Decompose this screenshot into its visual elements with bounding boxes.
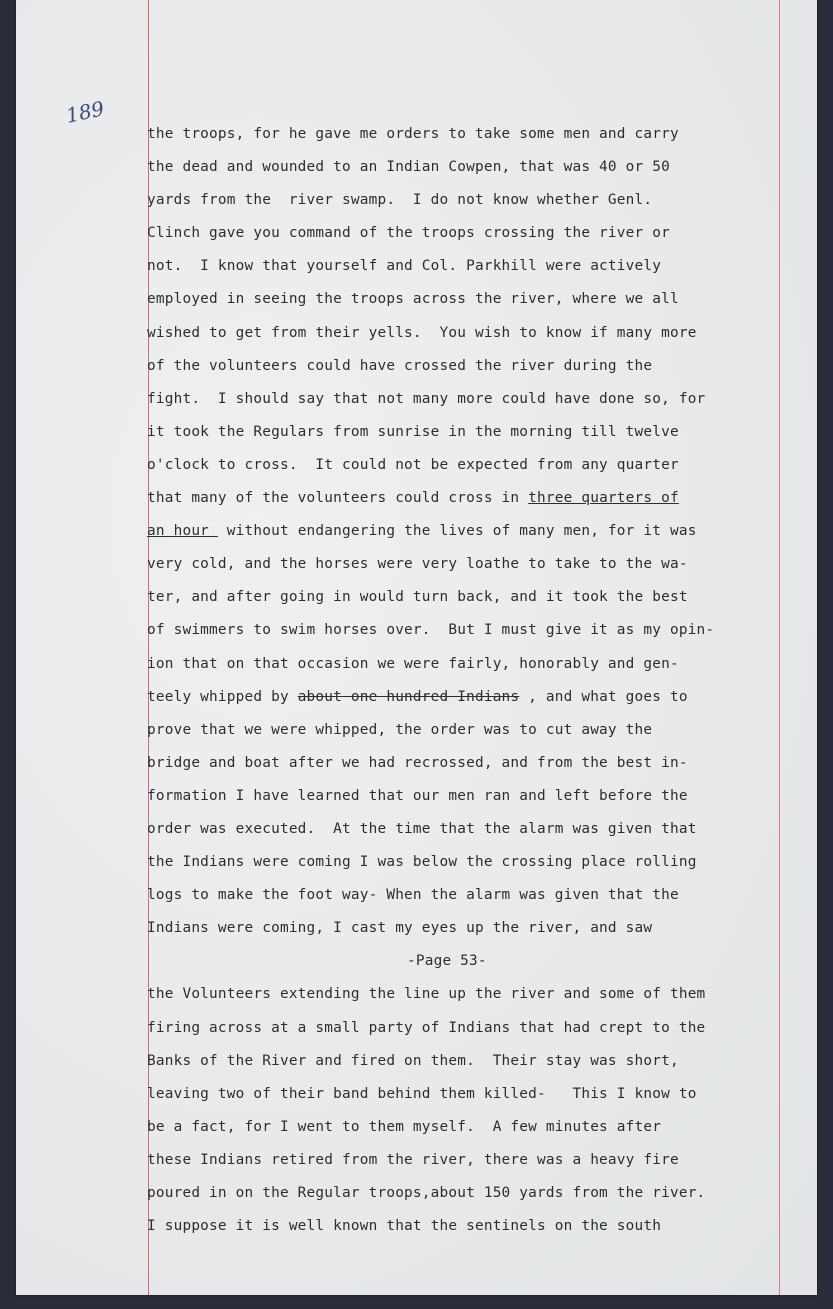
text-line: leaving two of their band behind them killed- This I know to <box>147 1085 697 1102</box>
text-line: the troops, for he gave me orders to take some men and carry <box>147 126 679 142</box>
text-line: teely whipped by about one hundred Indians , and what goes to <box>147 688 688 705</box>
text-line: these Indians retired from the river, there was a heavy fire <box>147 1151 679 1168</box>
text-block-top <box>147 118 807 482</box>
text-block-bottom <box>147 714 807 946</box>
text-line: not. I know that yourself and Col. Parkhill were actively <box>147 258 662 275</box>
text-line: of swimmers to swim horses over. But I must give it as my opin- <box>147 622 715 639</box>
text-line: Clinch gave you command of the troops crossing the river or <box>147 225 670 242</box>
text-line: firing across at a small party of Indians that had crept to the <box>147 1019 706 1036</box>
text-line: ter, and after going in would turn back, and it took the best <box>147 589 688 606</box>
text-line: the Volunteers extending the line up the river and some of them <box>147 986 706 1003</box>
text-line: I suppose it is well known that the sentinels on the south <box>147 1218 662 1235</box>
text-line: that many of the volunteers could cross in three quarters of <box>147 490 679 507</box>
folio-number: 189 <box>63 96 107 128</box>
text-block-middle <box>147 548 807 680</box>
text-line: logs to make the foot way- When the alarm was given that the <box>147 887 679 904</box>
text-line: ion that on that occasion we were fairly, honorably and gen- <box>147 655 679 672</box>
text-block-after-page-break <box>147 978 807 1243</box>
text-line: very cold, and the horses were very loathe to take to the wa- <box>147 556 688 573</box>
text-line: o'clock to cross. It could not be expected from any quarter <box>147 456 679 473</box>
text-line: an hour without endangering the lives of many men, for it was <box>147 523 697 540</box>
underlined-phrase: an hour <box>147 523 218 540</box>
text-line: bridge and boat after we had recrossed, and from the best in- <box>147 754 688 771</box>
text-line: yards from the river swamp. I do not know whether Genl. <box>147 192 653 209</box>
text-line: fight. I should say that not many more could have done so, for <box>147 390 706 407</box>
text-line: wished to get from their yells. You wish to know if many more <box>147 324 697 341</box>
page-number-label: -Page 53- <box>407 953 487 970</box>
text-line: prove that we were whipped, the order was to cut away the <box>147 721 653 738</box>
text-line: of the volunteers could have crossed the river during the <box>147 357 653 374</box>
text-line: the Indians were coming I was below the crossing place rolling <box>147 854 697 871</box>
text-line: employed in seeing the troops across the river, where we all <box>147 291 679 308</box>
text-line: Indians were coming, I cast my eyes up the river, and saw <box>147 920 653 937</box>
text-line: order was executed. At the time that the alarm was given that <box>147 820 697 837</box>
typed-text-body <box>147 118 807 1243</box>
text-line: poured in on the Regular troops,about 150 yards from the river. <box>147 1185 706 1201</box>
text-line: it took the Regulars from sunrise in the morning till twelve <box>147 423 679 440</box>
text-line: Banks of the River and fired on them. Their stay was short, <box>147 1052 679 1069</box>
struck-phrase: about one hundred Indians <box>297 688 520 705</box>
underlined-phrase: three quarters of <box>528 490 679 507</box>
text-line: be a fact, for I went to them myself. A few minutes after <box>147 1118 662 1135</box>
text-line: the dead and wounded to an Indian Cowpen, that was 40 or 50 <box>147 159 670 176</box>
text-line: formation I have learned that our men ran and left before the <box>147 787 688 804</box>
